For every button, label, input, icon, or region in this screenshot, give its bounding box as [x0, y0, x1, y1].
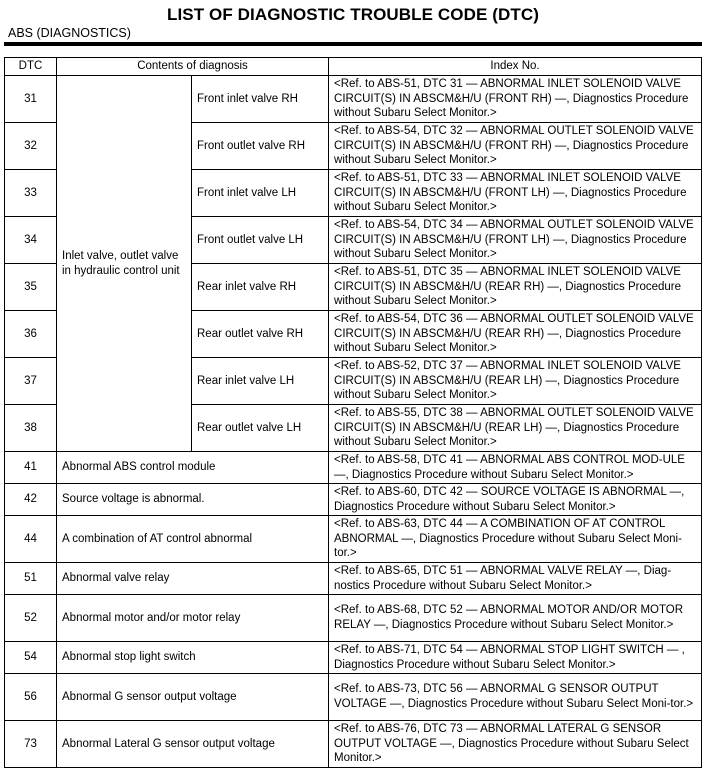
dtc-code: 34	[5, 217, 57, 264]
index-reference: <Ref. to ABS-68, DTC 52 — ABNORMAL MOTOR AND/OR MOTOR RELAY —, Diagnostics Procedure without Subaru Select Monitor.>	[329, 595, 702, 642]
index-reference: <Ref. to ABS-54, DTC 32 — ABNORMAL OUTLET SOLENOID VALVE CIRCUIT(S) IN ABSCM&H/U (FRONT RH) —, Diagnostics Procedure without Subaru Select Monitor.>	[329, 123, 702, 170]
table-header-row	[5, 58, 702, 76]
index-reference: <Ref. to ABS-52, DTC 37 — ABNORMAL INLET SOLENOID VALVE CIRCUIT(S) IN ABSCM&H/U (REAR LH) —, Diagnostics Procedure without Subaru Select Monitor.>	[329, 358, 702, 405]
dtc-code: 33	[5, 170, 57, 217]
index-reference: <Ref. to ABS-55, DTC 38 — ABNORMAL OUTLET SOLENOID VALVE CIRCUIT(S) IN ABSCM&H/U (REAR LH) —, Diagnostics Procedure without Subaru Select Monitor.>	[329, 405, 702, 452]
group-diagnosis: Inlet valve, outlet valve in hydraulic control unit	[57, 76, 192, 452]
index-reference: <Ref. to ABS-71, DTC 54 — ABNORMAL STOP LIGHT SWITCH — , Diagnostics Procedure without Subaru Select Monitor.>	[329, 642, 702, 674]
index-reference: <Ref. to ABS-54, DTC 34 — ABNORMAL OUTLET SOLENOID VALVE CIRCUIT(S) IN ABSCM&H/U (FRONT LH) —, Diagnostics Procedure without Subaru Select Monitor.>	[329, 217, 702, 264]
table-row	[5, 642, 702, 674]
table-row	[5, 516, 702, 563]
page-title: LIST OF DIAGNOSTIC TROUBLE CODE (DTC)	[166, 5, 539, 24]
section-label: ABS (DIAGNOSTICS)	[8, 26, 131, 40]
dtc-code: 35	[5, 264, 57, 311]
sub-diagnosis: Front inlet valve LH	[192, 170, 329, 217]
table-row	[5, 721, 702, 768]
table-row	[5, 563, 702, 595]
table-body	[5, 76, 702, 768]
table-row	[5, 76, 702, 123]
sub-diagnosis: Front outlet valve RH	[192, 123, 329, 170]
dtc-code: 73	[5, 721, 57, 768]
dtc-column-header: DTC	[5, 58, 57, 76]
dtc-code: 38	[5, 405, 57, 452]
dtc-code: 41	[5, 452, 57, 484]
diagnosis: Abnormal Lateral G sensor output voltage	[57, 721, 329, 768]
dtc-code: 42	[5, 484, 57, 516]
sub-diagnosis: Rear inlet valve LH	[192, 358, 329, 405]
index-reference: <Ref. to ABS-76, DTC 73 — ABNORMAL LATERAL G SENSOR OUTPUT VOLTAGE —, Diagnostics Procedure without Subaru Select Monitor.>	[329, 721, 702, 768]
dtc-code: 54	[5, 642, 57, 674]
index-reference: <Ref. to ABS-58, DTC 41 — ABNORMAL ABS CONTROL MOD-ULE —, Diagnostics Procedure without Subaru Select Monitor.>	[329, 452, 702, 484]
diagnosis: Source voltage is abnormal.	[57, 484, 329, 516]
contents-column-header: Contents of diagnosis	[57, 58, 329, 76]
index-reference: <Ref. to ABS-60, DTC 42 — SOURCE VOLTAGE IS ABNORMAL —, Diagnostics Procedure without Subaru Select Monitor.>	[329, 484, 702, 516]
table-row	[5, 595, 702, 642]
diagnosis: Abnormal stop light switch	[57, 642, 329, 674]
table-row	[5, 452, 702, 484]
dtc-code: 44	[5, 516, 57, 563]
index-reference: <Ref. to ABS-63, DTC 44 — A COMBINATION OF AT CONTROL ABNORMAL —, Diagnostics Procedure without Subaru Select Moni-tor.>	[329, 516, 702, 563]
diagnosis: Abnormal ABS control module	[57, 452, 329, 484]
index-reference: <Ref. to ABS-51, DTC 35 — ABNORMAL INLET SOLENOID VALVE CIRCUIT(S) IN ABSCM&H/U (REAR RH) —, Diagnostics Procedure without Subaru Select Monitor.>	[329, 264, 702, 311]
header-rule	[4, 42, 702, 46]
sub-diagnosis: Rear outlet valve LH	[192, 405, 329, 452]
dtc-code: 32	[5, 123, 57, 170]
sub-diagnosis: Rear outlet valve RH	[192, 311, 329, 358]
dtc-code: 31	[5, 76, 57, 123]
diagnosis: A combination of AT control abnormal	[57, 516, 329, 563]
sub-diagnosis: Rear inlet valve RH	[192, 264, 329, 311]
dtc-code: 37	[5, 358, 57, 405]
index-reference: <Ref. to ABS-54, DTC 36 — ABNORMAL OUTLET SOLENOID VALVE CIRCUIT(S) IN ABSCM&H/U (REAR RH) —, Diagnostics Procedure without Subaru Select Monitor.>	[329, 311, 702, 358]
dtc-code: 52	[5, 595, 57, 642]
index-column-header: Index No.	[329, 58, 702, 76]
diagnosis: Abnormal valve relay	[57, 563, 329, 595]
index-reference: <Ref. to ABS-65, DTC 51 — ABNORMAL VALVE RELAY —, Diag-nostics Procedure without Subaru Select Monitor.>	[329, 563, 702, 595]
table-row	[5, 674, 702, 721]
table-row	[5, 484, 702, 516]
dtc-code: 56	[5, 674, 57, 721]
sub-diagnosis: Front outlet valve LH	[192, 217, 329, 264]
dtc-table	[4, 57, 702, 768]
index-reference: <Ref. to ABS-51, DTC 33 — ABNORMAL INLET SOLENOID VALVE CIRCUIT(S) IN ABSCM&H/U (FRONT LH) —, Diagnostics Procedure without Subaru Select Monitor.>	[329, 170, 702, 217]
diagnosis: Abnormal G sensor output voltage	[57, 674, 329, 721]
diagnosis: Abnormal motor and/or motor relay	[57, 595, 329, 642]
dtc-code: 36	[5, 311, 57, 358]
index-reference: <Ref. to ABS-73, DTC 56 — ABNORMAL G SENSOR OUTPUT VOLTAGE —, Diagnostics Procedure without Subaru Select Moni-tor.>	[329, 674, 702, 721]
dtc-code: 51	[5, 563, 57, 595]
index-reference: <Ref. to ABS-51, DTC 31 — ABNORMAL INLET SOLENOID VALVE CIRCUIT(S) IN ABSCM&H/U (FRONT RH) —, Diagnostics Procedure without Subaru Select Monitor.>	[329, 76, 702, 123]
sub-diagnosis: Front inlet valve RH	[192, 76, 329, 123]
